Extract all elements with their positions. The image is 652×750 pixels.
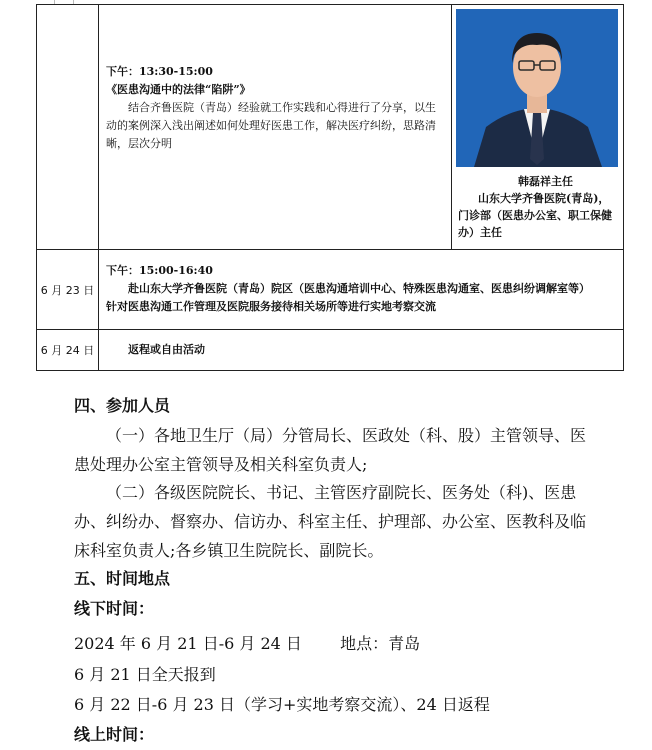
checkin-date: 6 月 21 日全天报到	[74, 665, 216, 684]
date-cell	[37, 5, 99, 250]
table-row	[37, 330, 624, 371]
session-time: 下午：15:00-16:40	[106, 264, 213, 277]
offline-dates	[74, 629, 594, 658]
schedule-table	[36, 4, 624, 371]
session-cell	[99, 250, 624, 330]
return-text: 返程或自由活动	[128, 343, 205, 356]
table-row	[37, 250, 624, 330]
offline-date-range: 2024 年 6 月 21 日-6 月 24 日	[74, 634, 302, 653]
visit-purpose: 针对医患沟通工作管理及医院服务接待相关场所等进行实地考察交流	[106, 300, 436, 313]
table-row	[37, 5, 624, 250]
speaker-cell	[452, 5, 624, 250]
session-time: 下午：13:30-15:00	[106, 65, 213, 78]
session-cell	[99, 330, 624, 371]
date-cell: 6 月 24 日	[37, 330, 99, 371]
session-title: 《医患沟通中的法律“陷阱”》	[106, 83, 251, 96]
participants-heading: 四、参加人员	[74, 396, 171, 415]
speaker-photo	[456, 9, 618, 167]
speaker-name: 韩磊祥主任	[518, 175, 573, 188]
time-location-heading: 五、时间地点	[74, 569, 171, 588]
date-cell: 6 月 23 日	[37, 250, 99, 330]
speaker-position: 门诊部（医患办公室、职工保健办）主任	[458, 209, 612, 239]
offline-time-heading: 线下时间：	[74, 599, 155, 618]
session-cell	[99, 5, 452, 250]
speaker-affiliation: 山东大学齐鲁医院(青岛)，	[478, 192, 610, 205]
program-dates: 6 月 22 日-6 月 23 日（学习+实地考察交流）、24 日返程	[74, 695, 490, 714]
location: 地点：青岛	[340, 634, 421, 653]
session-description: 结合齐鲁医院（青岛）经验就工作实践和心得进行了分享，以生动的案例深入浅出阐述如何处理好医患工作，解决医疗纠纷，思路清晰，层次分明	[106, 101, 436, 150]
participants-item-1: （一）各地卫生厅（局）分管局长、医政处（科、股）主管领导、医患处理办公室主管领导及相关科室负责人;	[74, 426, 587, 474]
visit-description: 赴山东大学齐鲁医院（青岛）院区（医患沟通培训中心、特殊医患沟通室、医患纠纷调解室等）	[128, 282, 590, 295]
online-time-heading: 线上时间：	[74, 725, 155, 744]
participants-item-2: （二）各级医院院长、书记、主管医疗副院长、医务处（科)、医患办、纠纷办、督察办、信访办、科室主任、护理部、办公室、医教科及临床科室负责人;各乡镇卫生院院长、副院长。	[74, 483, 587, 560]
